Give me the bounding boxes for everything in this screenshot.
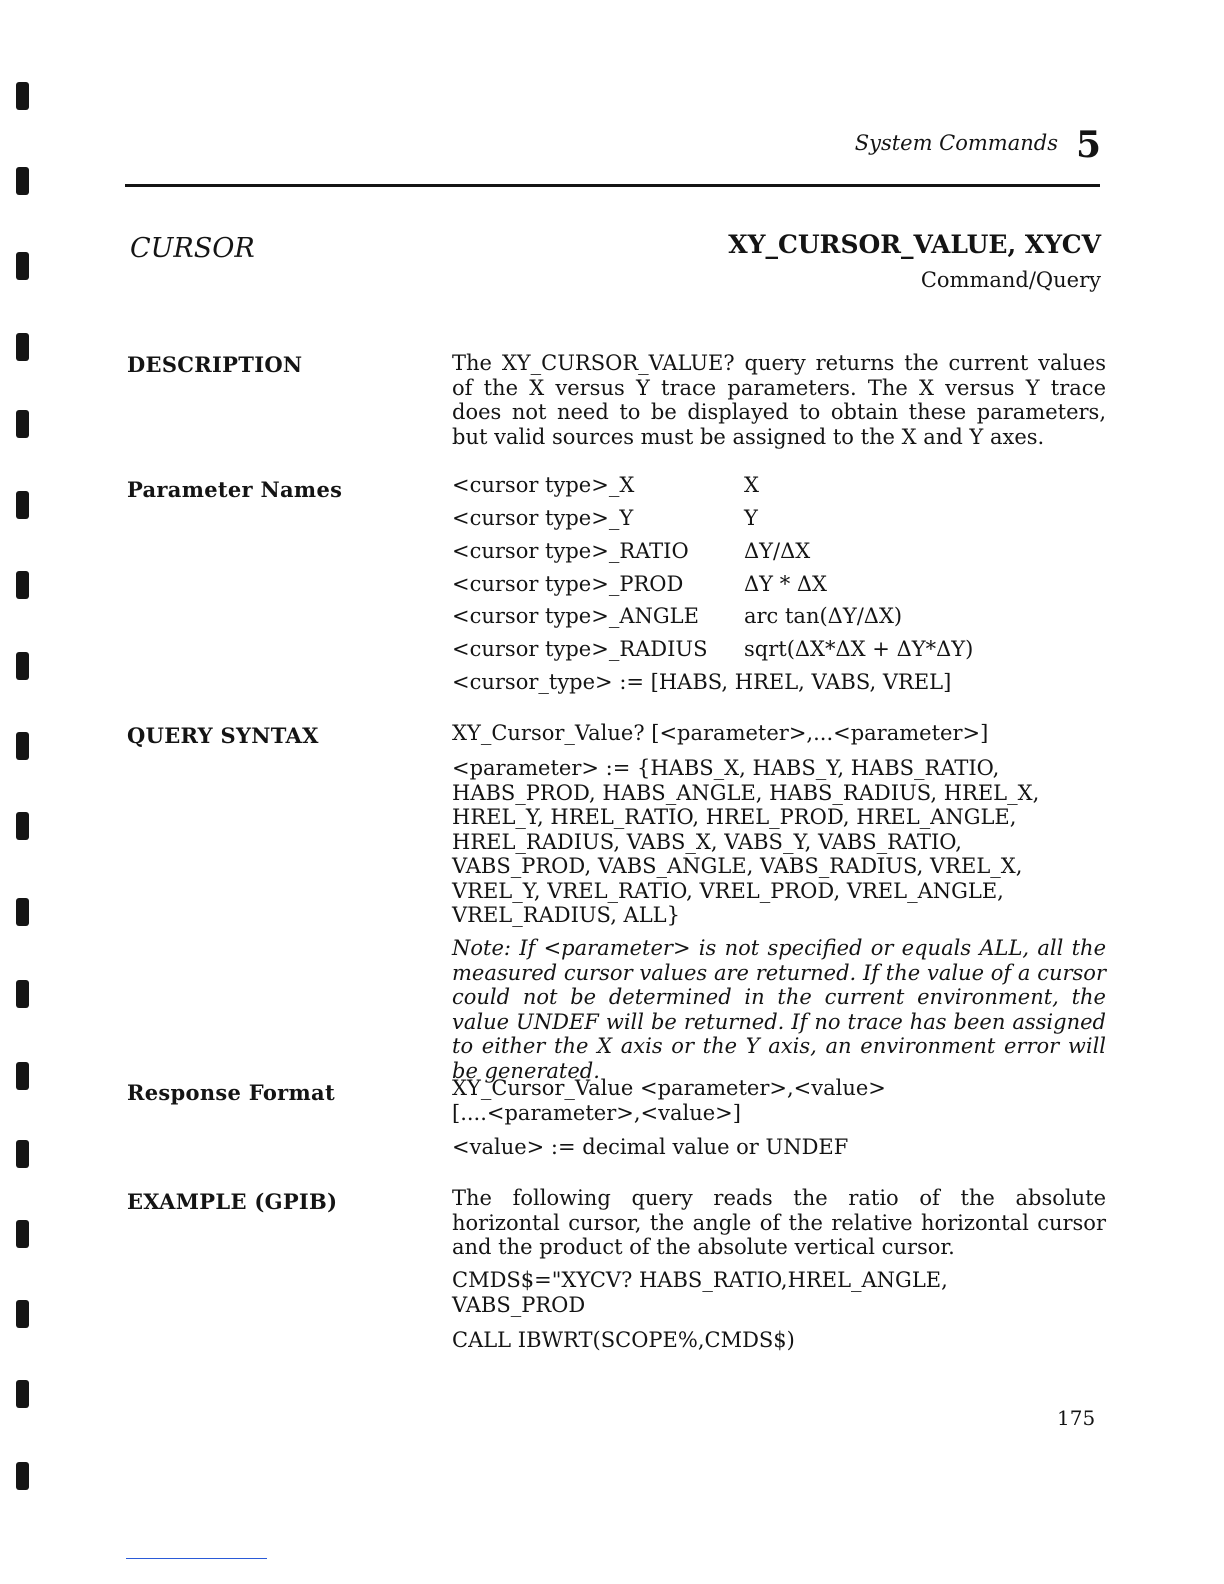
- binder-hole-mark: [16, 571, 29, 599]
- description-label: DESCRIPTION: [127, 352, 303, 377]
- binder-hole-mark: [16, 333, 29, 361]
- binder-hole-mark: [16, 812, 29, 840]
- binder-hole-mark: [16, 1462, 29, 1490]
- parameter-name: <cursor type>_X: [452, 473, 635, 497]
- binder-hole-mark: [16, 1140, 29, 1168]
- parameter-definition: Y: [744, 506, 758, 530]
- page-number: 175: [1057, 1406, 1096, 1430]
- binder-hole-mark: [16, 898, 29, 926]
- parameter-name: <cursor type>_ANGLE: [452, 604, 699, 628]
- description-section: [452, 351, 1106, 449]
- parameter-name: <cursor type>_RADIUS: [452, 637, 708, 661]
- example-label: EXAMPLE (GPIB): [127, 1189, 338, 1214]
- running-header-section: System Commands: [854, 131, 1058, 155]
- parameter-name: <cursor type>_Y: [452, 506, 634, 530]
- response-format-line: XY_Cursor_Value <parameter>,<value>: [452, 1076, 886, 1100]
- response-format-label: Response Format: [127, 1080, 335, 1105]
- value-definition: <value> := decimal value or UNDEF: [452, 1135, 849, 1159]
- query-note: Note: If <parameter> is not specified or equals ALL, all the measured cursor values are returned. If the value of a cursor could not be determined in the current environment, the value UNDEF will be returned. If no trace has been assigned to either the X axis or the Y axis, an environment error will be generated.: [452, 936, 1106, 1083]
- parameter-definition: sqrt(ΔX*ΔX + ΔY*ΔY): [744, 637, 974, 661]
- binder-hole-mark: [16, 732, 29, 760]
- response-format-line: [....<parameter>,<value>]: [452, 1101, 741, 1125]
- parameter-name: <cursor type>_RATIO: [452, 539, 689, 563]
- parameter-list-line: HREL_Y, HREL_RATIO, HREL_PROD, HREL_ANGLE,: [452, 805, 1017, 829]
- parameter-list-line: VREL_Y, VREL_RATIO, VREL_PROD, VREL_ANGLE,: [452, 878, 1004, 903]
- example-text: The following query reads the ratio of the absolute horizontal cursor, the angle of the relative horizontal cursor and the product of the absolute vertical cursor.: [452, 1186, 1106, 1259]
- footnote-rule: [126, 1558, 267, 1559]
- binder-hole-mark: [16, 1300, 29, 1328]
- header-rule: [125, 184, 1100, 187]
- query-syntax: XY_Cursor_Value? [<parameter>,...<parameter>]: [452, 721, 989, 745]
- binder-hole-mark: [16, 1220, 29, 1248]
- parameter-definition: X: [744, 473, 759, 497]
- parameter-definition: ΔY/ΔX: [744, 539, 811, 563]
- binder-hole-mark: [16, 82, 29, 110]
- example-section: [452, 1186, 1106, 1260]
- binder-hole-mark: [16, 491, 29, 519]
- example-code-line: CALL IBWRT(SCOPE%,CMDS$): [452, 1328, 795, 1352]
- parameter-name: <cursor type>_PROD: [452, 572, 684, 596]
- query-syntax-label: QUERY SYNTAX: [127, 723, 319, 748]
- command-type: Command/Query: [920, 268, 1101, 292]
- parameter-names-label: Parameter Names: [127, 477, 343, 502]
- example-code-line: CMDS$="XYCV? HABS_RATIO,HREL_ANGLE,: [452, 1268, 948, 1292]
- binder-hole-mark: [16, 652, 29, 680]
- description-text: The XY_CURSOR_VALUE? query returns the current values of the X versus Y trace parameters. The X versus Y trace does not need to be displayed to obtain these parameters, but valid sources must be assigned to the X and Y axes.: [452, 351, 1106, 449]
- parameter-list-line: VREL_RADIUS, ALL}: [452, 903, 680, 927]
- example-code-line: VABS_PROD: [452, 1293, 586, 1317]
- command-category: CURSOR: [130, 233, 255, 264]
- command-title: XY_CURSOR_VALUE, XYCV: [728, 230, 1101, 259]
- parameter-list-line: VABS_PROD, VABS_ANGLE, VABS_RADIUS, VREL_X,: [452, 854, 1023, 878]
- binder-hole-mark: [16, 980, 29, 1008]
- binder-hole-mark: [16, 252, 29, 280]
- binder-hole-mark: [16, 1380, 29, 1408]
- parameter-definition: ΔY * ΔX: [744, 572, 827, 596]
- parameter-list-line: HABS_PROD, HABS_ANGLE, HABS_RADIUS, HREL_X,: [452, 780, 1040, 805]
- binder-hole-mark: [16, 167, 29, 195]
- note-section: [452, 936, 1106, 1083]
- binder-hole-mark: [16, 1062, 29, 1090]
- parameter-list-line: HREL_RADIUS, VABS_X, VABS_Y, VABS_RATIO,: [452, 829, 962, 854]
- cursor-type-definition: <cursor_type> := [HABS, HREL, VABS, VREL]: [452, 670, 952, 694]
- parameter-list: [452, 756, 1106, 928]
- binder-hole-mark: [16, 410, 29, 438]
- parameter-list-line: <parameter> := {HABS_X, HABS_Y, HABS_RATIO,: [452, 756, 1000, 780]
- running-header-chapter-number: 5: [1076, 124, 1102, 166]
- parameter-definition: arc tan(ΔY/ΔX): [744, 604, 903, 628]
